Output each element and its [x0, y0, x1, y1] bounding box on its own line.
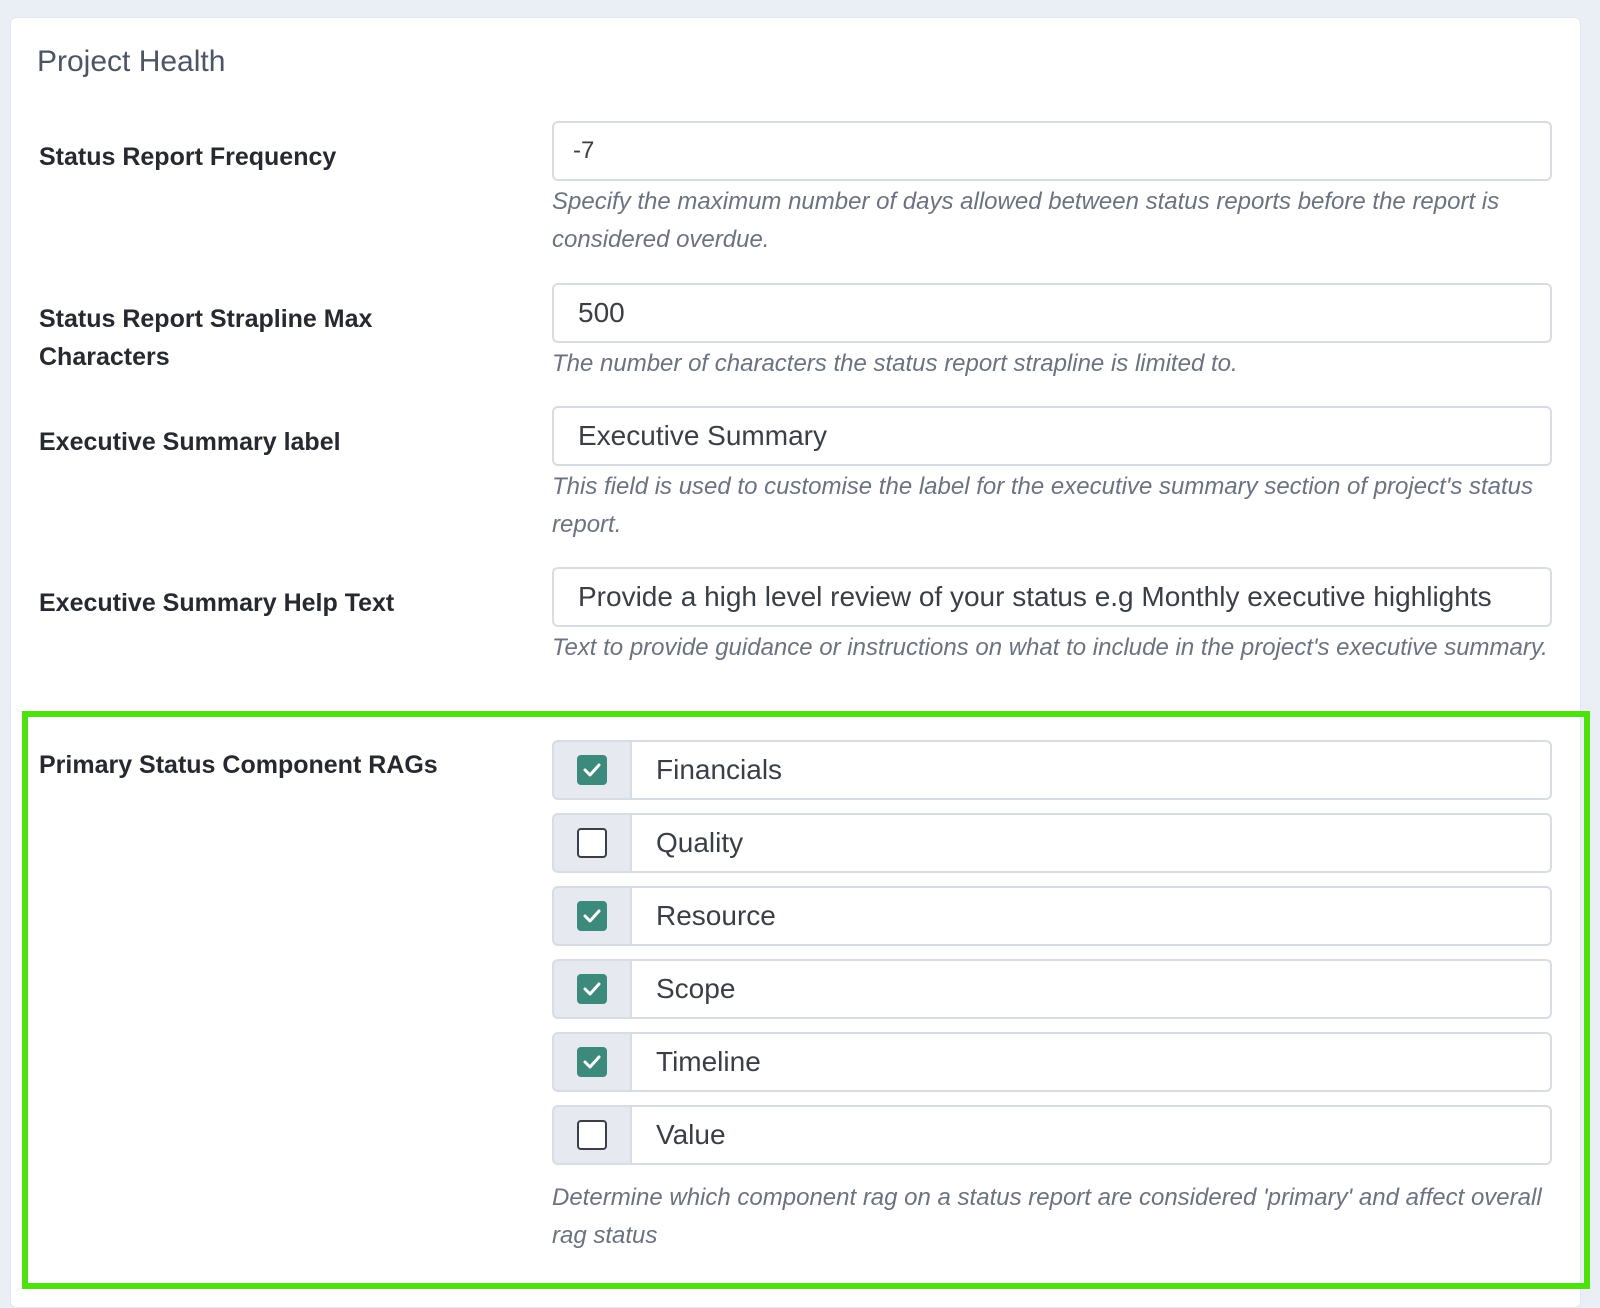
quality-checkbox[interactable]	[577, 828, 607, 858]
resource-checkbox[interactable]	[577, 901, 607, 931]
strapline-max-characters-label: Status Report Strapline Max Characters	[39, 305, 373, 371]
scope-label[interactable]: Scope	[630, 959, 1552, 1019]
financials-checkbox[interactable]	[577, 755, 607, 785]
value-checkbox[interactable]	[577, 1120, 607, 1150]
status-report-frequency-input[interactable]	[552, 121, 1552, 181]
rag-option-value	[552, 1105, 1552, 1165]
executive-summary-help-text-label: Executive Summary Help Text	[39, 589, 395, 617]
checkbox-addon	[552, 813, 630, 873]
executive-summary-label-help: This field is used to customise the label for the executive summary section of project's status report.	[552, 473, 1534, 538]
timeline-checkbox[interactable]	[577, 1047, 607, 1077]
checkbox-addon	[552, 959, 630, 1019]
executive-summary-label-input[interactable]	[552, 406, 1552, 466]
check-icon	[583, 982, 601, 996]
strapline-max-characters-input[interactable]	[552, 283, 1552, 343]
executive-summary-help-text-help: Text to provide guidance or instructions on what to include in the project's executive summary.	[552, 634, 1548, 661]
strapline-max-characters-help: The number of characters the status report strapline is limited to.	[552, 350, 1238, 377]
primary-status-component-rags-help: Determine which component rag on a status report are considered 'primary' and affect overall rag status	[552, 1184, 1542, 1249]
timeline-label[interactable]: Timeline	[630, 1032, 1552, 1092]
executive-summary-label-label: Executive Summary label	[39, 428, 341, 456]
executive-summary-help-text-input[interactable]	[552, 567, 1552, 627]
rag-option-timeline	[552, 1032, 1552, 1092]
section-title: Project Health	[37, 45, 226, 78]
quality-label[interactable]: Quality	[630, 813, 1552, 873]
financials-label[interactable]: Financials	[630, 740, 1552, 800]
checkbox-addon	[552, 1105, 630, 1165]
resource-label[interactable]: Resource	[630, 886, 1552, 946]
checkbox-addon	[552, 740, 630, 800]
scope-checkbox[interactable]	[577, 974, 607, 1004]
checkbox-addon	[552, 1032, 630, 1092]
status-report-frequency-help: Specify the maximum number of days allowed between status reports before the report is considered overdue.	[552, 188, 1500, 253]
rag-option-quality	[552, 813, 1552, 873]
rag-option-resource	[552, 886, 1552, 946]
checkbox-addon	[552, 886, 630, 946]
value-label[interactable]: Value	[630, 1105, 1552, 1165]
rag-option-financials	[552, 740, 1552, 800]
status-report-frequency-label: Status Report Frequency	[39, 143, 337, 171]
check-icon	[583, 1055, 601, 1069]
primary-status-component-rags-label: Primary Status Component RAGs	[39, 751, 438, 779]
check-icon	[583, 763, 601, 777]
check-icon	[583, 909, 601, 923]
project-health-card	[10, 17, 1581, 1308]
rag-option-scope	[552, 959, 1552, 1019]
